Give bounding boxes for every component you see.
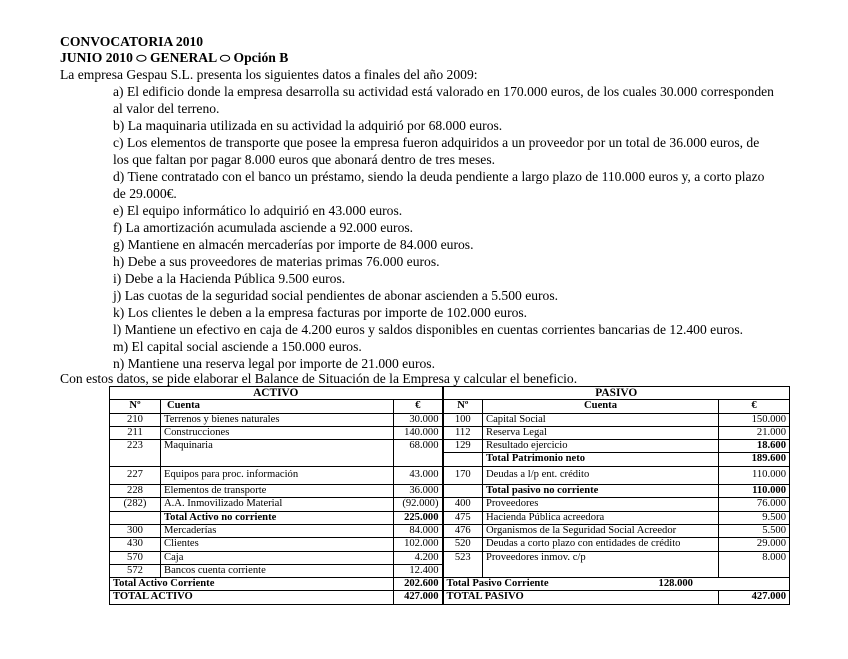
activo-num: 300	[110, 524, 161, 537]
activo-cuenta: Elementos de transporte	[161, 485, 394, 498]
col-header-euro: €	[394, 400, 443, 413]
item-i: i) Debe a la Hacienda Pública 9.500 euros.	[113, 271, 346, 286]
activo-num: 430	[110, 538, 161, 551]
item-m: m) El capital social asciende a 150.000 euros.	[113, 339, 362, 354]
pasivo-cuenta: Organismos de la Seguridad Social Acreedor	[483, 524, 719, 537]
balance-section-header	[110, 387, 790, 400]
pasivo-valor: 150.000	[719, 413, 790, 426]
table-row	[110, 524, 790, 537]
pasivo-valor: 29.000	[719, 538, 790, 551]
activo-valor: 36.000	[394, 485, 443, 498]
activo-valor: 68.000	[394, 440, 443, 467]
total-pasivo-corriente-label: Total Pasivo Corriente	[446, 578, 549, 590]
pasivo-num: 100	[443, 413, 483, 426]
item-n: n) Mantiene una reserva legal por importe de 21.000 euros.	[113, 356, 435, 371]
table-row	[110, 485, 790, 498]
activo-valor: 140.000	[394, 426, 443, 439]
activo-valor: 4.200	[394, 551, 443, 564]
total-activo-corriente-label: Total Activo Corriente	[110, 578, 394, 591]
pasivo-valor: 189.600	[719, 453, 790, 466]
pasivo-valor: 110.000	[719, 485, 790, 498]
pasivo-cuenta: Capital Social	[483, 413, 719, 426]
item-f: f) La amortización acumulada asciende a 92.000 euros.	[113, 220, 414, 235]
item-b: b) La maquinaria utilizada en su actividad la adquirió por 68.000 euros.	[113, 118, 503, 133]
pasivo-cuenta: Deudas a corto plazo con entidades de crédito	[483, 538, 719, 551]
pasivo-valor: 8.000	[719, 551, 790, 578]
pasivo-num: 475	[443, 511, 483, 524]
item-d-line1: d) Tiene contratado con el banco un préstamo, siendo la deuda pendiente a largo plazo de 110.000 euros y, a corto plazo	[113, 169, 765, 184]
pasivo-cuenta: Total pasivo no corriente	[483, 485, 719, 498]
pasivo-num: 476	[443, 524, 483, 537]
item-g: g) Mantiene en almacén mercaderías por importe de 84.000 euros.	[113, 237, 474, 252]
table-row	[110, 551, 790, 564]
activo-cuenta: Total Activo no corriente	[161, 511, 394, 524]
pasivo-title: PASIVO	[443, 387, 790, 400]
activo-num: 211	[110, 426, 161, 439]
table-row	[110, 413, 790, 426]
item-l: l) Mantiene un efectivo en caja de 4.200 euros y saldos disponibles en cuentas corrientes bancarias de 12.400 euros.	[113, 322, 744, 337]
pasivo-num: 523	[443, 551, 483, 578]
activo-title: ACTIVO	[110, 387, 443, 400]
ribbon-icon: ⬭	[136, 51, 147, 65]
pasivo-num: 129	[443, 440, 483, 453]
col-header-euro: €	[719, 400, 790, 413]
pasivo-cuenta: Total Patrimonio neto	[483, 453, 719, 466]
activo-num: 570	[110, 551, 161, 564]
total-pasivo-value: 427.000	[719, 591, 790, 604]
pasivo-valor: 110.000	[719, 466, 790, 484]
pasivo-cuenta: Reserva Legal	[483, 426, 719, 439]
pasivo-valor: 21.000	[719, 426, 790, 439]
col-header-num: Nº	[443, 400, 483, 413]
subtitle-type: GENERAL	[149, 50, 217, 65]
activo-num: 572	[110, 564, 161, 577]
subtitle-session: JUNIO 2010	[60, 50, 133, 65]
col-header-cuenta: Cuenta	[483, 400, 719, 413]
table-row	[110, 466, 790, 484]
question-text: Con estos datos, se pide elaborar el Balance de Situación de la Empresa y calcular el beneficio.	[60, 371, 578, 386]
activo-num: 210	[110, 413, 161, 426]
pasivo-cuenta: Proveedores inmov. c/p	[483, 551, 719, 578]
table-row	[110, 511, 790, 524]
table-row	[110, 440, 790, 453]
subtitle-option: Opción B	[233, 50, 289, 65]
intro-text: La empresa Gespau S.L. presenta los siguientes datos a finales del año 2009:	[60, 67, 478, 82]
activo-num: (282)	[110, 498, 161, 511]
activo-num: 223	[110, 440, 161, 467]
total-pasivo-corriente-value: 128.000	[658, 578, 693, 590]
activo-valor: 225.000	[394, 511, 443, 524]
pasivo-num: 400	[443, 498, 483, 511]
total-activo-label: TOTAL ACTIVO	[110, 591, 394, 604]
activo-valor: 30.000	[394, 413, 443, 426]
activo-valor: (92.000)	[394, 498, 443, 511]
total-pasivo-corriente	[443, 578, 790, 591]
activo-valor: 84.000	[394, 524, 443, 537]
ribbon-icon: ⬭	[219, 51, 231, 65]
col-header-cuenta: Cuenta	[161, 400, 394, 413]
activo-cuenta: Caja	[161, 551, 394, 564]
activo-cuenta: Clientes	[161, 538, 394, 551]
pasivo-cuenta: Hacienda Pública acreedora	[483, 511, 719, 524]
total-pasivo-label: TOTAL PASIVO	[443, 591, 719, 604]
table-row	[110, 538, 790, 551]
activo-cuenta: Equipos para proc. información	[161, 466, 394, 484]
item-h: h) Debe a sus proveedores de materias primas 76.000 euros.	[113, 254, 440, 269]
pasivo-cuenta: Deudas a l/p ent. crédito	[483, 466, 719, 484]
col-header-num: Nº	[110, 400, 161, 413]
total-corriente-row	[110, 578, 790, 591]
activo-num: 228	[110, 485, 161, 498]
pasivo-num	[443, 453, 483, 466]
item-j: j) Las cuotas de la seguridad social pendientes de abonar ascienden a 5.500 euros.	[113, 288, 559, 303]
pasivo-valor: 9.500	[719, 511, 790, 524]
document-title: CONVOCATORIA 2010	[60, 34, 204, 49]
activo-cuenta: Maquinaria	[161, 440, 394, 467]
total-activo-corriente-value: 202.600	[394, 578, 443, 591]
total-row	[110, 591, 790, 604]
activo-cuenta: Terrenos y bienes naturales	[161, 413, 394, 426]
item-k: k) Los clientes le deben a la empresa facturas por importe de 102.000 euros.	[113, 305, 528, 320]
activo-valor: 43.000	[394, 466, 443, 484]
item-d-line2: de 29.000€.	[113, 186, 177, 201]
activo-cuenta: Mercaderías	[161, 524, 394, 537]
activo-valor: 12.400	[394, 564, 443, 577]
balance-column-header	[110, 400, 790, 413]
activo-num	[110, 511, 161, 524]
item-c-line1: c) Los elementos de transporte que posee la empresa fueron adquiridos a un proveedor por un total de 36.000 euros, de	[113, 135, 760, 150]
item-a-line2: al valor del terreno.	[113, 101, 220, 116]
pasivo-cuenta: Resultado ejercicio	[483, 440, 719, 453]
item-a-line1: a) El edificio donde la empresa desarrolla su actividad está valorado en 170.000 euros, de los cuales 30.000 corresponden	[113, 84, 774, 99]
total-activo-value: 427.000	[394, 591, 443, 604]
pasivo-cuenta: Proveedores	[483, 498, 719, 511]
activo-cuenta: Construcciones	[161, 426, 394, 439]
activo-num: 227	[110, 466, 161, 484]
table-row	[110, 498, 790, 511]
pasivo-num	[443, 485, 483, 498]
pasivo-valor: 76.000	[719, 498, 790, 511]
balance-sheet-table	[109, 386, 790, 605]
item-c-line2: los que faltan por pagar 8.000 euros que abonará dentro de tres meses.	[113, 152, 496, 167]
pasivo-valor: 5.500	[719, 524, 790, 537]
activo-valor: 102.000	[394, 538, 443, 551]
table-row	[110, 426, 790, 439]
pasivo-num: 520	[443, 538, 483, 551]
activo-cuenta: Bancos cuenta corriente	[161, 564, 394, 577]
pasivo-valor: 18.600	[719, 440, 790, 453]
pasivo-num: 170	[443, 466, 483, 484]
activo-cuenta: A.A. Inmovilizado Material	[161, 498, 394, 511]
exam-subtitle	[60, 49, 288, 67]
item-e: e) El equipo informático lo adquirió en 43.000 euros.	[113, 203, 403, 218]
pasivo-num: 112	[443, 426, 483, 439]
